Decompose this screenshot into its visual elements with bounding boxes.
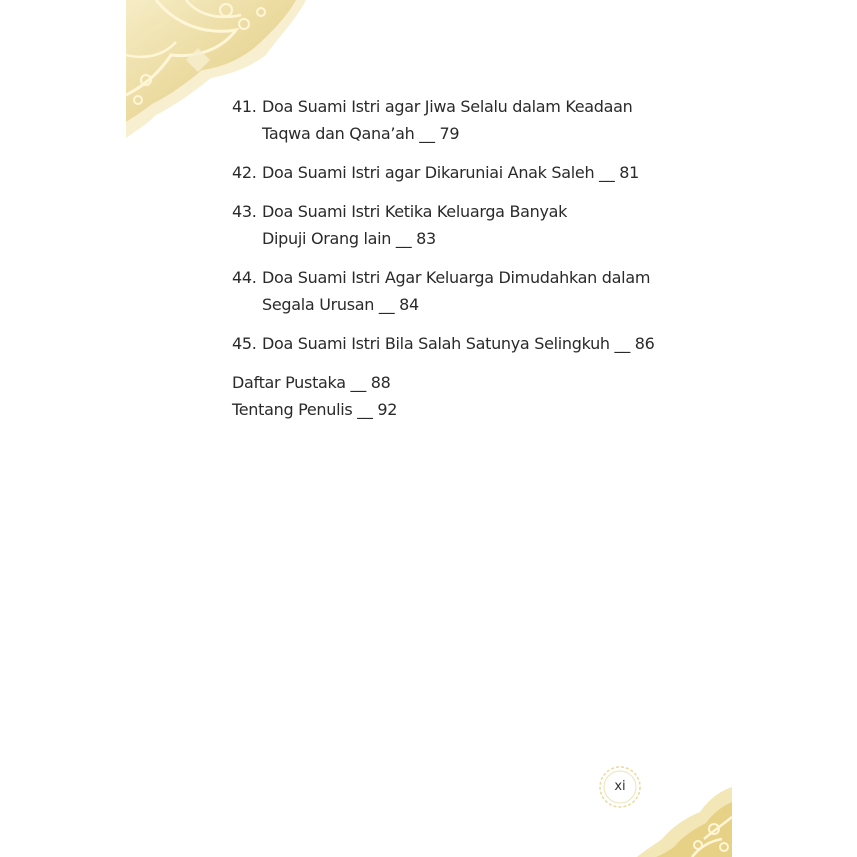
back-matter-list xyxy=(232,369,672,423)
page-number: xi xyxy=(614,779,626,794)
toc-entry-title: Doa Suami Istri agar Dikaruniai Anak Saleh __ 81 xyxy=(262,163,640,182)
floral-ornament-bottom-icon xyxy=(632,777,732,857)
toc-entry-41[interactable] xyxy=(232,93,672,147)
toc-entry-43[interactable] xyxy=(232,198,672,252)
table-of-contents xyxy=(232,93,672,423)
toc-entry-daftar-pustaka[interactable]: Daftar Pustaka __ 88 xyxy=(232,373,391,392)
toc-entry-title: Doa Suami Istri agar Jiwa Selalu dalam Keadaan Taqwa dan Qana’ah __ 79 xyxy=(262,97,633,143)
toc-entry-number: 43. xyxy=(232,202,257,221)
toc-entry-number: 42. xyxy=(232,163,257,182)
toc-entry-42[interactable] xyxy=(232,159,672,186)
toc-entry-tentang-penulis[interactable]: Tentang Penulis __ 92 xyxy=(232,400,398,419)
toc-entry-45[interactable] xyxy=(232,330,672,357)
toc-entry-number: 45. xyxy=(232,334,257,353)
toc-entry-title: Doa Suami Istri Bila Salah Satunya Selingkuh __ 86 xyxy=(262,334,655,353)
toc-entry-44[interactable] xyxy=(232,264,672,318)
toc-entry-number: 41. xyxy=(232,97,257,116)
toc-entry-number: 44. xyxy=(232,268,257,287)
book-page xyxy=(126,0,732,857)
toc-entry-title: Doa Suami Istri Ketika Keluarga Banyak Dipuji Orang lain __ 83 xyxy=(262,202,568,248)
toc-entry-title: Doa Suami Istri Agar Keluarga Dimudahkan dalam Segala Urusan __ 84 xyxy=(262,268,651,314)
